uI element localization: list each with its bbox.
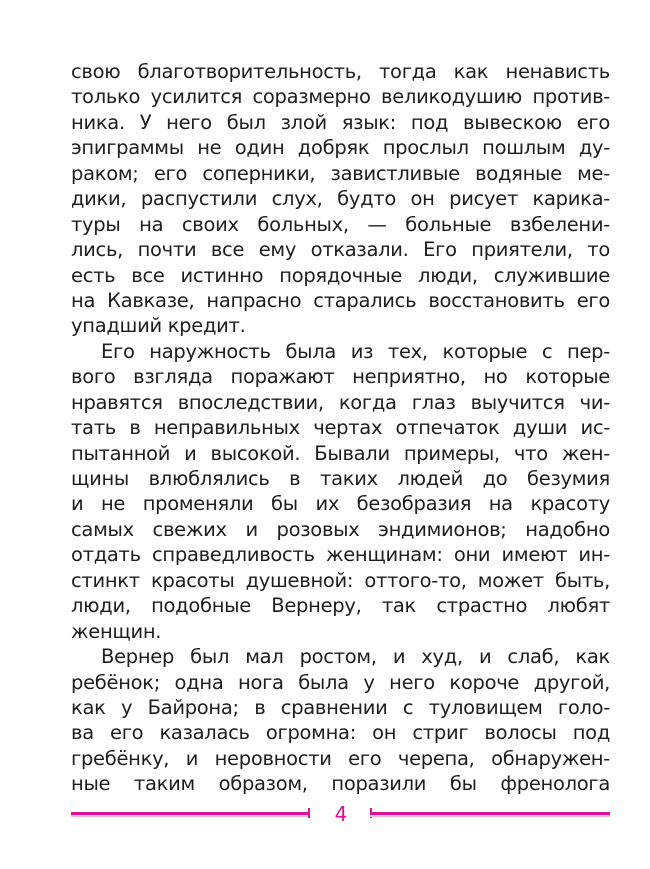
text-line: раком; его соперники, завистливые водяные ме-	[71, 161, 610, 185]
text-line: гребёнку, и неровности его черепа, обнаружен-	[71, 746, 610, 770]
text-line: свою благотворительность, тогда как ненависть	[71, 60, 610, 83]
text-line: есть все истинно порядочные люди, служившие	[71, 263, 610, 287]
text-line: женщин.	[71, 619, 162, 643]
text-line: ника. У него был злой язык: под вывескою его	[71, 110, 610, 134]
text-line: Вернер был мал ростом, и худ, и слаб, как	[101, 645, 610, 669]
text-line: Его наружность была из тех, которые с пер-	[101, 339, 610, 363]
page-footer	[71, 800, 610, 830]
footer-rule-left	[71, 812, 309, 815]
text-line: туры на своих больных, — больные взбелени-	[71, 212, 610, 236]
text-line: на Кавказе, напрасно старались восстановить его	[71, 288, 610, 312]
text-line: эпиграммы не один добряк прослыл пошлым ду-	[71, 136, 610, 160]
page-body-text	[71, 59, 610, 797]
text-line: тать в неправильных чертах отпечаток души ис-	[71, 416, 610, 440]
text-line: лись, почти все ему отказали. Его приятели, то	[71, 238, 610, 262]
text-line: щины влюблялись в таких людей до безумия	[71, 467, 610, 490]
text-line: ва его казалась огромна: он стриг волосы под	[71, 721, 610, 745]
text-line: вого взгляда поражают неприятно, но которые	[71, 365, 610, 389]
text-line: ребёнок; одна нога была у него короче другой,	[71, 670, 610, 694]
text-line: отдать справедливость женщинам: они имеют ин-	[71, 543, 610, 567]
text-line: стинкт красоты душевной: оттого-то, может быть,	[71, 568, 610, 592]
page-number: 4	[334, 802, 348, 826]
text-line: как у Байрона; в сравнении с туловищем голо-	[71, 695, 610, 719]
text-line: пытанной и высокой. Бывали примеры, что жен-	[71, 441, 610, 465]
text-line: дики, распустили слух, будто он рисует карика-	[71, 187, 610, 211]
paragraph-2	[71, 339, 610, 644]
paragraph-1	[71, 59, 610, 339]
paragraph-3	[71, 644, 610, 797]
text-line: только усилится соразмерно великодушию против-	[71, 85, 610, 109]
text-line: самых свежих и розовых эндимионов; надобно	[71, 517, 610, 541]
footer-rule-left-end	[308, 808, 310, 818]
text-line: люди, подобные Вернеру, так страстно любят	[71, 594, 610, 618]
text-line: и не променяли бы их безобразия на красоту	[71, 492, 610, 516]
text-line: упадший кредит.	[71, 314, 246, 338]
text-line: ные таким образом, поразили бы френолога	[71, 772, 610, 796]
footer-rule-right	[370, 812, 610, 815]
text-line: нравятся впоследствии, когда глаз выучится чи-	[71, 390, 610, 414]
